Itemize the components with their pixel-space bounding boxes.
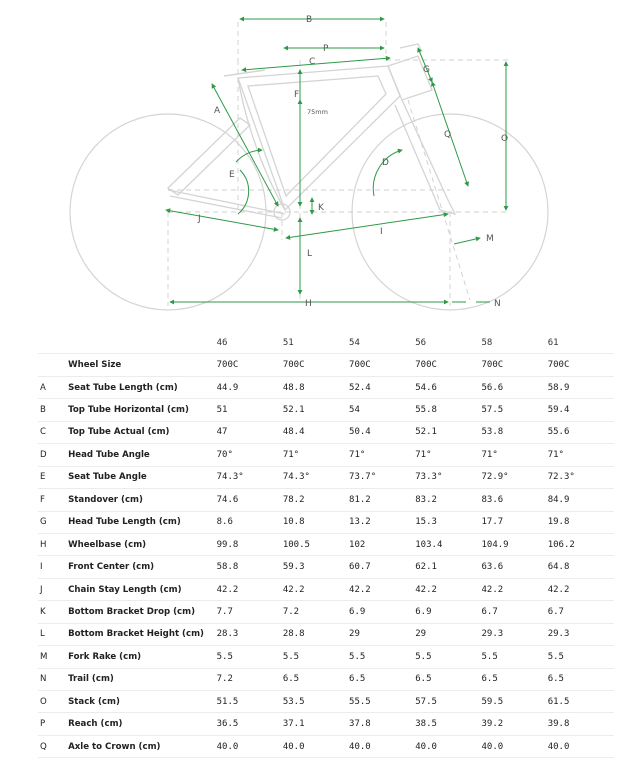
dim-label-m: M (486, 234, 494, 244)
size-header: 51 (283, 332, 349, 354)
table-row (38, 556, 614, 578)
measurement-value: 58.8 (217, 556, 283, 578)
measurement-value: 42.2 (415, 578, 481, 600)
dimension-code: C (38, 421, 68, 443)
dimension-code: I (38, 556, 68, 578)
dimension-code: E (38, 466, 68, 488)
dimension-code: Q (38, 735, 68, 757)
measurement-value: 10.8 (283, 511, 349, 533)
measurement-value: 58.9 (548, 376, 614, 398)
measurement-value: 63.6 (481, 556, 547, 578)
measurement-value: 62.1 (415, 556, 481, 578)
measurement-value: 39.2 (481, 713, 547, 735)
measurement-value: 57.5 (415, 691, 481, 713)
geometry-table-body (38, 354, 614, 758)
measurement-value: 72.3° (548, 466, 614, 488)
dimension-code: P (38, 713, 68, 735)
measurement-value: 71° (548, 444, 614, 466)
measurement-value: 36.5 (217, 713, 283, 735)
measurement-label: Head Tube Length (cm) (68, 511, 217, 533)
dimension-lines (166, 19, 509, 302)
measurement-value: 5.5 (283, 646, 349, 668)
measurement-value: 7.2 (283, 601, 349, 623)
measurement-label: Axle to Crown (cm) (68, 735, 217, 757)
size-header: 61 (548, 332, 614, 354)
dimension-code: M (38, 646, 68, 668)
measurement-label: Trail (cm) (68, 668, 217, 690)
measurement-value: 38.5 (415, 713, 481, 735)
measurement-value: 74.6 (217, 489, 283, 511)
measurement-value: 44.9 (217, 376, 283, 398)
dim-label-e: E (229, 170, 235, 180)
measurement-value: 73.3° (415, 466, 481, 488)
measurement-value: 6.7 (548, 601, 614, 623)
measurement-value: 28.8 (283, 623, 349, 645)
measurement-value: 42.2 (283, 578, 349, 600)
dim-label-c: C (309, 57, 316, 67)
table-row (38, 399, 614, 421)
measurement-value: 106.2 (548, 533, 614, 555)
dim-label-a: A (214, 106, 221, 116)
dimension-code: O (38, 691, 68, 713)
measurement-value: 5.5 (548, 646, 614, 668)
measurement-value: 42.2 (349, 578, 415, 600)
measurement-value: 40.0 (415, 735, 481, 757)
measurement-value: 39.8 (548, 713, 614, 735)
measurement-value: 54 (349, 399, 415, 421)
size-header: 56 (415, 332, 481, 354)
measurement-value: 51.5 (217, 691, 283, 713)
table-row (38, 623, 614, 645)
measurement-value: 5.5 (481, 646, 547, 668)
measurement-value: 73.7° (349, 466, 415, 488)
dimension-code: B (38, 399, 68, 421)
measurement-value: 55.5 (349, 691, 415, 713)
table-row (38, 713, 614, 735)
measurement-value: 6.5 (481, 668, 547, 690)
measurement-value: 64.8 (548, 556, 614, 578)
table-row (38, 354, 614, 376)
table-row (38, 601, 614, 623)
measurement-value: 47 (217, 421, 283, 443)
measurement-value: 52.1 (415, 421, 481, 443)
dim-label-q: Q (444, 130, 452, 140)
measurement-value: 100.5 (283, 533, 349, 555)
measurement-value: 37.8 (349, 713, 415, 735)
measurement-value: 700C (283, 354, 349, 376)
measurement-value: 6.7 (481, 601, 547, 623)
measurement-value: 54.6 (415, 376, 481, 398)
measurement-value: 84.9 (548, 489, 614, 511)
dim-label-n: N (494, 299, 501, 309)
measurement-value: 42.2 (548, 578, 614, 600)
measurement-value: 59.3 (283, 556, 349, 578)
table-row (38, 511, 614, 533)
measurement-value: 53.5 (283, 691, 349, 713)
measurement-value: 42.2 (481, 578, 547, 600)
dim-label-f: F (294, 90, 300, 100)
measurement-value: 28.3 (217, 623, 283, 645)
measurement-value: 40.0 (217, 735, 283, 757)
dim-label-i: I (380, 227, 383, 237)
measurement-value: 5.5 (349, 646, 415, 668)
measurement-value: 40.0 (481, 735, 547, 757)
dim-label-o: O (501, 134, 509, 144)
measurement-value: 103.4 (415, 533, 481, 555)
measurement-value: 5.5 (415, 646, 481, 668)
measurement-value: 40.0 (283, 735, 349, 757)
measurement-label: Chain Stay Length (cm) (68, 578, 217, 600)
measurement-value: 61.5 (548, 691, 614, 713)
measurement-value: 7.7 (217, 601, 283, 623)
dimension-code (38, 354, 68, 376)
bike-frame (168, 44, 455, 220)
measurement-value: 700C (548, 354, 614, 376)
size-header: 54 (349, 332, 415, 354)
table-row (38, 646, 614, 668)
dim-label-h: H (305, 299, 312, 309)
measurement-label: Bottom Bracket Height (cm) (68, 623, 217, 645)
measurement-value: 8.6 (217, 511, 283, 533)
measurement-value: 40.0 (548, 735, 614, 757)
measurement-label: Top Tube Actual (cm) (68, 421, 217, 443)
measurement-label: Top Tube Horizontal (cm) (68, 399, 217, 421)
dim-label-p: P (323, 44, 329, 54)
measurement-value: 5.5 (217, 646, 283, 668)
dimension-code: K (38, 601, 68, 623)
dimension-code: L (38, 623, 68, 645)
bike-geometry-diagram (0, 0, 630, 322)
dim-label-j: J (198, 214, 201, 224)
measurement-value: 53.8 (481, 421, 547, 443)
measurement-value: 700C (349, 354, 415, 376)
dim-label-75mm: 75mm (307, 108, 328, 116)
measurement-value: 6.9 (415, 601, 481, 623)
table-row (38, 578, 614, 600)
measurement-value: 59.5 (481, 691, 547, 713)
measurement-value: 29.3 (548, 623, 614, 645)
measurement-value: 99.8 (217, 533, 283, 555)
measurement-value: 59.4 (548, 399, 614, 421)
dimension-code: N (38, 668, 68, 690)
measurement-value: 83.6 (481, 489, 547, 511)
measurement-value: 78.2 (283, 489, 349, 511)
table-row (38, 735, 614, 757)
measurement-value: 55.8 (415, 399, 481, 421)
table-row (38, 466, 614, 488)
measurement-value: 700C (481, 354, 547, 376)
measurement-value: 17.7 (481, 511, 547, 533)
measurement-value: 48.4 (283, 421, 349, 443)
dim-label-d: D (382, 158, 389, 168)
size-header-row (38, 332, 614, 354)
measurement-value: 81.2 (349, 489, 415, 511)
measurement-value: 74.3° (283, 466, 349, 488)
dimension-code: D (38, 444, 68, 466)
measurement-label: Reach (cm) (68, 713, 217, 735)
measurement-label: Stack (cm) (68, 691, 217, 713)
table-row (38, 668, 614, 690)
measurement-value: 29 (415, 623, 481, 645)
measurement-label: Head Tube Angle (68, 444, 217, 466)
measurement-value: 50.4 (349, 421, 415, 443)
measurement-value: 29.3 (481, 623, 547, 645)
dimension-code: H (38, 533, 68, 555)
measurement-value: 60.7 (349, 556, 415, 578)
measurement-label: Standover (cm) (68, 489, 217, 511)
table-row (38, 421, 614, 443)
measurement-value: 6.5 (283, 668, 349, 690)
dim-label-k: K (318, 203, 324, 213)
measurement-value: 6.5 (415, 668, 481, 690)
measurement-label: Seat Tube Length (cm) (68, 376, 217, 398)
dimension-code: A (38, 376, 68, 398)
measurement-value: 15.3 (415, 511, 481, 533)
measurement-value: 104.9 (481, 533, 547, 555)
measurement-value: 71° (349, 444, 415, 466)
measurement-value: 7.2 (217, 668, 283, 690)
dim-label-g: G (423, 65, 430, 75)
measurement-label: Wheel Size (68, 354, 217, 376)
dimension-code: J (38, 578, 68, 600)
dim-label-l: L (307, 249, 313, 259)
measurement-value: 71° (481, 444, 547, 466)
measurement-value: 71° (415, 444, 481, 466)
table-row (38, 376, 614, 398)
measurement-value: 72.9° (481, 466, 547, 488)
table-row (38, 489, 614, 511)
size-header: 46 (217, 332, 283, 354)
measurement-label: Wheelbase (cm) (68, 533, 217, 555)
reference-lines (168, 22, 510, 306)
table-row (38, 691, 614, 713)
measurement-value: 52.1 (283, 399, 349, 421)
table-row (38, 444, 614, 466)
measurement-value: 40.0 (349, 735, 415, 757)
measurement-value: 51 (217, 399, 283, 421)
measurement-label: Fork Rake (cm) (68, 646, 217, 668)
table-row (38, 533, 614, 555)
measurement-value: 57.5 (481, 399, 547, 421)
size-header: 58 (481, 332, 547, 354)
measurement-value: 6.5 (548, 668, 614, 690)
dimension-code: F (38, 489, 68, 511)
measurement-value: 71° (283, 444, 349, 466)
measurement-value: 42.2 (217, 578, 283, 600)
geometry-table (38, 332, 614, 758)
measurement-value: 37.1 (283, 713, 349, 735)
measurement-value: 56.6 (481, 376, 547, 398)
dim-label-b: B (306, 15, 313, 25)
measurement-value: 74.3° (217, 466, 283, 488)
measurement-label: Front Center (cm) (68, 556, 217, 578)
measurement-value: 102 (349, 533, 415, 555)
measurement-value: 700C (217, 354, 283, 376)
measurement-value: 19.8 (548, 511, 614, 533)
measurement-value: 70° (217, 444, 283, 466)
dimension-code: G (38, 511, 68, 533)
measurement-value: 6.9 (349, 601, 415, 623)
measurement-value: 83.2 (415, 489, 481, 511)
measurement-value: 13.2 (349, 511, 415, 533)
measurement-value: 6.5 (349, 668, 415, 690)
measurement-value: 48.8 (283, 376, 349, 398)
measurement-label: Seat Tube Angle (68, 466, 217, 488)
measurement-value: 52.4 (349, 376, 415, 398)
measurement-value: 700C (415, 354, 481, 376)
measurement-value: 55.6 (548, 421, 614, 443)
measurement-label: Bottom Bracket Drop (cm) (68, 601, 217, 623)
measurement-value: 29 (349, 623, 415, 645)
